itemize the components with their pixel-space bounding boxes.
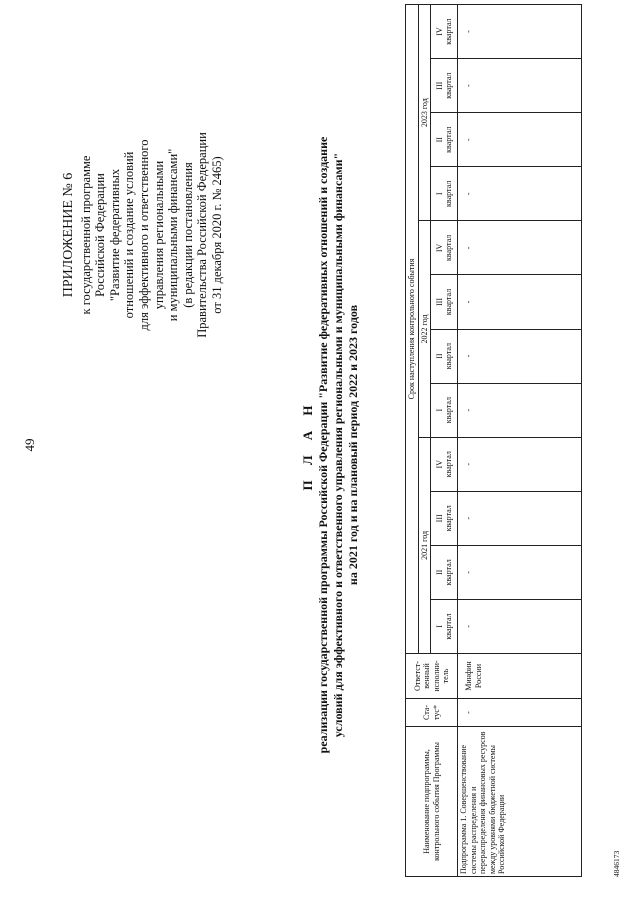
subtitle-line: реализации государственной программы Российской Федерации "Развитие федеративных отношений и создание [316, 136, 330, 754]
table-row [458, 5, 582, 877]
quarter-word: квартал [444, 72, 453, 99]
quarter-word: квартал [444, 342, 453, 370]
header-name: Наименование подпрограммы, контрольного события Программы [406, 727, 458, 877]
quarter-header [431, 59, 458, 113]
quarter-header [431, 167, 458, 221]
quarter-cell: - [458, 545, 582, 599]
subtitle-line: условий для эффективного и ответственного управления региональными и муниципальными финансами" [331, 152, 345, 738]
quarter-number: II [434, 569, 444, 576]
table-body [458, 5, 582, 877]
quarter-cell: - [458, 437, 582, 491]
header-executor: Ответст-венный исполни-тель [406, 654, 458, 699]
quarter-number: IV [434, 27, 444, 36]
quarter-number: II [434, 137, 444, 143]
appendix-line: от 31 декабря 2020 г. № 2465) [209, 156, 224, 314]
appendix-block [62, 45, 225, 425]
quarter-number: III [434, 298, 444, 306]
document-code: 4846173 [612, 850, 621, 877]
quarter-cell: - [458, 599, 582, 653]
header-term: Срок наступления контрольного события [406, 5, 419, 654]
header-year: 2022 год [418, 221, 431, 437]
appendix-line: (в редакции постановления [180, 162, 195, 308]
plan-title: П Л А Н [300, 399, 315, 491]
quarter-cell: - [458, 221, 582, 275]
quarter-word: квартал [444, 613, 453, 640]
quarter-number: IV [434, 460, 444, 469]
header-year: 2023 год [418, 5, 431, 221]
quarter-number: III [434, 514, 444, 523]
quarter-header [431, 113, 458, 167]
quarter-header [431, 545, 458, 599]
quarter-word: квартал [444, 397, 453, 424]
quarter-word: квартал [444, 180, 453, 207]
status-cell: - [458, 699, 582, 727]
quarter-header [431, 329, 458, 383]
plan-subtitle [316, 25, 361, 865]
quarter-number: IV [434, 243, 444, 253]
quarter-header [431, 221, 458, 275]
plan-table [405, 4, 582, 877]
quarter-word: квартал [444, 126, 453, 153]
quarter-word: квартал [444, 234, 453, 262]
quarter-cell: - [458, 59, 582, 113]
quarter-number: I [434, 625, 444, 628]
subprogram-name: Подпрограмма 1. Совершенствование системы распределения и перераспределения финансовых ресурсов между уровнями бюджетной системы Российской Федерации [458, 727, 582, 877]
quarter-word: квартал [444, 559, 453, 586]
quarter-cell: - [458, 167, 582, 221]
header-year: 2021 год [418, 437, 431, 653]
quarter-cell: - [458, 383, 582, 437]
quarter-header [431, 275, 458, 329]
quarter-word: квартал [444, 288, 453, 316]
header-status: Ста-тус* [406, 699, 458, 727]
quarter-header [431, 383, 458, 437]
quarter-number: I [434, 408, 444, 412]
appendix-line: Правительства Российской Федерации [195, 132, 210, 338]
appendix-line: "Развитие федеративных [107, 168, 122, 302]
quarter-number: III [434, 81, 444, 90]
appendix-line: к государственной программе [78, 155, 93, 315]
appendix-line: Российской Федерации [93, 173, 108, 297]
quarter-number: I [434, 192, 444, 196]
quarter-cell: - [458, 491, 582, 545]
appendix-line: для эффективного и ответственного [136, 139, 151, 331]
appendix-line: и муниципальными финансами" [166, 148, 181, 322]
page-number: 49 [22, 438, 37, 452]
appendix-line: управления региональными [151, 160, 166, 310]
quarter-word: квартал [444, 18, 453, 45]
quarter-cell: - [458, 329, 582, 383]
quarter-number: II [434, 353, 444, 359]
quarter-cell: - [458, 275, 582, 329]
quarter-cell: - [458, 5, 582, 59]
appendix-heading: ПРИЛОЖЕНИЕ № 6 [61, 172, 76, 298]
appendix-line: отношений и создание условий [122, 151, 137, 319]
quarter-header [431, 437, 458, 491]
quarter-header [431, 599, 458, 653]
quarter-header [431, 5, 458, 59]
executor-cell: Минфин России [458, 654, 582, 699]
subtitle-line: на 2021 год и на плановый период 2022 и 2023 годов [346, 304, 360, 586]
quarter-word: квартал [444, 505, 453, 532]
quarter-cell: - [458, 113, 582, 167]
quarter-header [431, 491, 458, 545]
quarter-word: квартал [444, 451, 453, 478]
